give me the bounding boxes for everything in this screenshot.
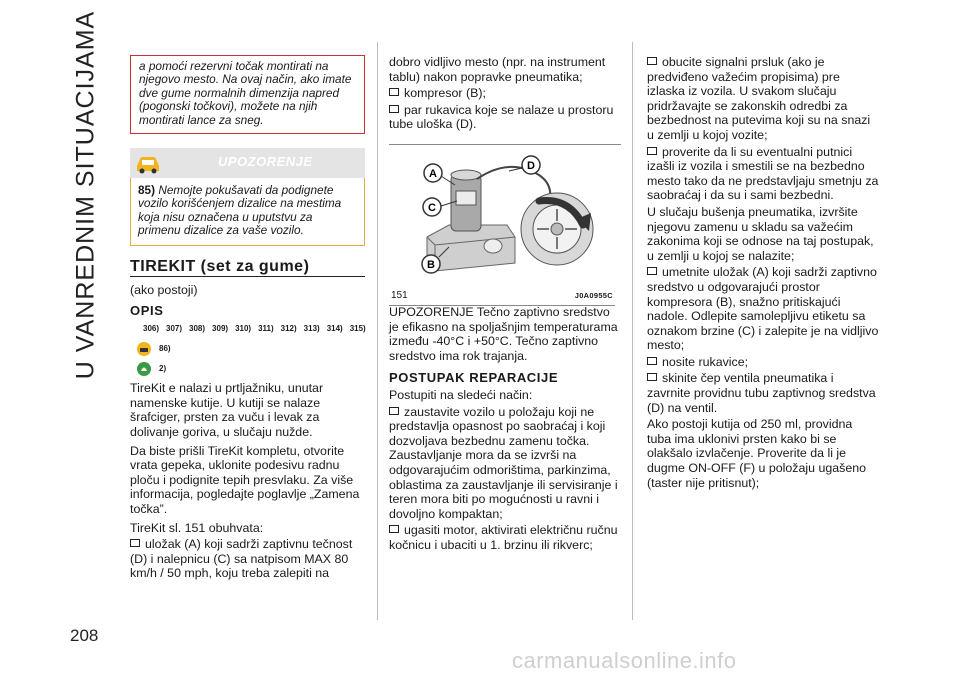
bullet-item: kompresor (B); <box>389 86 621 101</box>
paragraph: TireKit sl. 151 obuhvata: <box>130 520 264 535</box>
checkbox-bullet-icon <box>389 105 399 113</box>
column-divider <box>632 42 633 620</box>
warning-text: Nemojte pokušavati da podignete vozilo korišćenjem dizalice na mestima koja nisu označena u uputstvu za primenu dizalice za vaše vozilo. <box>138 183 342 238</box>
checkbox-bullet-icon <box>647 373 657 381</box>
figure-code: J0A0955C <box>574 290 613 300</box>
tirekit-figure <box>389 145 615 313</box>
warning-ref: 85) <box>138 183 156 198</box>
environment-icon <box>136 362 152 376</box>
bullet-item: uložak (A) koji sadrži zaptivnu tečnost (D) i nalepnicu (C) sa natpisom MAX 80 km/h / 50 mph, koju treba zalepiti na <box>130 537 353 581</box>
svg-text:D: D <box>527 159 535 172</box>
checkbox-bullet-icon <box>647 357 657 365</box>
figure-number: 151 <box>391 289 408 301</box>
subheading: (ako postoji) <box>130 283 198 298</box>
callout-b <box>422 255 440 273</box>
watermark: carmanualsonline.info <box>512 648 737 673</box>
checkbox-bullet-icon <box>130 539 140 547</box>
bullet-item: nosite rukavice; <box>647 355 879 370</box>
danger-refs: 306) 307) 308) 309) 310) 311) 312) 313) 314) 315) <box>136 322 365 337</box>
bullet-item: obucite signalni prsluk (ako je predviđeno važećim propisima) pre izlaska iz vozila. U svakom slučaju pridržavajte se zakonskih odredbi za bezbednost na putevima koji su na snazi u zemlji u kojoj vozite; <box>647 55 871 142</box>
paragraph: dobro vidljivo mesto (npr. na instrument tablu) nakon popravke pneumatika; <box>389 55 606 84</box>
figure-caption <box>389 289 615 307</box>
warning-refs: 86) <box>136 342 365 357</box>
bullet-item: proverite da li su eventualni putnici izašli iz vozila i smestili se na bezbedno mesto tako da ne predstavljaju smetnju za saobraćaj i da su i sami bezbedni. <box>647 144 879 203</box>
checkbox-bullet-icon <box>389 88 399 96</box>
checkbox-bullet-icon <box>647 147 657 155</box>
warning-label: UPOZORENJE <box>218 154 313 170</box>
bullet-item: ugasiti motor, aktivirati električnu ručnu kočnicu i ubaciti u 1. brzinu ili rikverc; <box>389 523 618 552</box>
column-3 <box>647 55 879 494</box>
section-heading: TIREKIT (set za gume) <box>130 260 365 278</box>
bullet-item: zaustavite vozilo u položaju koji ne predstavlja opasnost po saobraćaj i koji dozvoljava bezbednu zamenu točka. Zaustavljanje mora da se izvrši na odgovarajućim odmorištima, parkinzima, oblastima za zaustavljanje ili servisiranje i teren mora biti po mogućnosti u ravni i dovoljno kompaktan; <box>389 404 618 521</box>
bullet-item: par rukavica koje se nalaze u prostoru tube uloška (D). <box>389 102 614 132</box>
paragraph: UPOZORENJE Tečno zaptivno sredstvo je efikasno na spoljašnjim temperaturama između -40°C i +50°C. Tečno zaptivno sredstvo ima rok trajanja. <box>389 304 618 363</box>
svg-text:B: B <box>427 258 435 271</box>
column-divider <box>377 42 378 620</box>
checkbox-bullet-icon <box>647 267 657 275</box>
callout-d <box>522 156 540 174</box>
car-warning-icon <box>136 342 152 356</box>
checkbox-bullet-icon <box>389 407 399 415</box>
warning-header <box>130 148 365 178</box>
svg-text:C: C <box>428 201 436 214</box>
bullet-item: umetnite uložak (A) koji sadrži zaptivno sredstvo u odgovarajući prostor kompresora (B), snažno pritiskajući nadole. Odlepite samolepljivu etiketu sa oznakom brzine (C) i zalepite je na vidljivo mesto; <box>647 265 879 353</box>
paragraph: TireKit e nalazi u prtljažniku, unutar namenske kutije. U kutiji se nalaze šrafciger, prsten za vuču i levak za dolivanje goriva, u slučaju nužde. <box>130 381 324 439</box>
opis-heading: OPIS <box>130 302 164 318</box>
side-chapter-title: U VANREDNIM SITUACIJAMA <box>71 10 100 380</box>
environment-refs: 2) <box>136 362 365 377</box>
section-heading: POSTUPAK REPARACIJE <box>389 370 559 386</box>
callout-c <box>423 198 441 216</box>
tirekit-illustration <box>389 145 615 285</box>
checkbox-bullet-icon <box>647 57 657 65</box>
note-box: a pomoći rezervni točak montirati na njegovo mesto. Na ovaj način, ako imate dve gume normalnih dimenzija napred (pogonski točkovi), možete na njih montirati lance za sneg. <box>130 55 365 134</box>
paragraph: Postupiti na sledeći način: <box>389 387 533 402</box>
paragraph: Da biste prišli TireKit kompletu, otvorite vrata gepeka, uklonite podesivu radnu ploču i podignite tepih presvlaku. Za više informacija, pogledajte poglavlje „Zamena točka”. <box>130 443 360 516</box>
paragraph: U slučaju bušenja pneumatika, izvršite njegovu zamenu u skladu sa važećim zakonima koji se odnose na taj postupak, u zemlji u kojoj se nalazite; <box>647 204 874 263</box>
page-number: 208 <box>70 626 99 645</box>
warning-box <box>130 178 365 246</box>
paragraph: Ako postoji kutija od 250 ml, providna tuba ima uklonivi prsten kako bi se olakšalo izvlačenje. Proverite da li je dugme ON-OFF (F) u položaju ugašeno (taster nije pritisnut); <box>647 417 866 490</box>
car-warning-icon <box>134 150 162 176</box>
column-1 <box>130 55 365 585</box>
checkbox-bullet-icon <box>389 525 399 533</box>
column-2 <box>389 55 621 556</box>
svg-text:A: A <box>429 167 437 180</box>
callout-a <box>424 164 442 182</box>
bullet-item: skinite čep ventila pneumatika i zavrnite providnu tubu zaptivnog sredstva (D) na ventil. <box>647 371 876 415</box>
